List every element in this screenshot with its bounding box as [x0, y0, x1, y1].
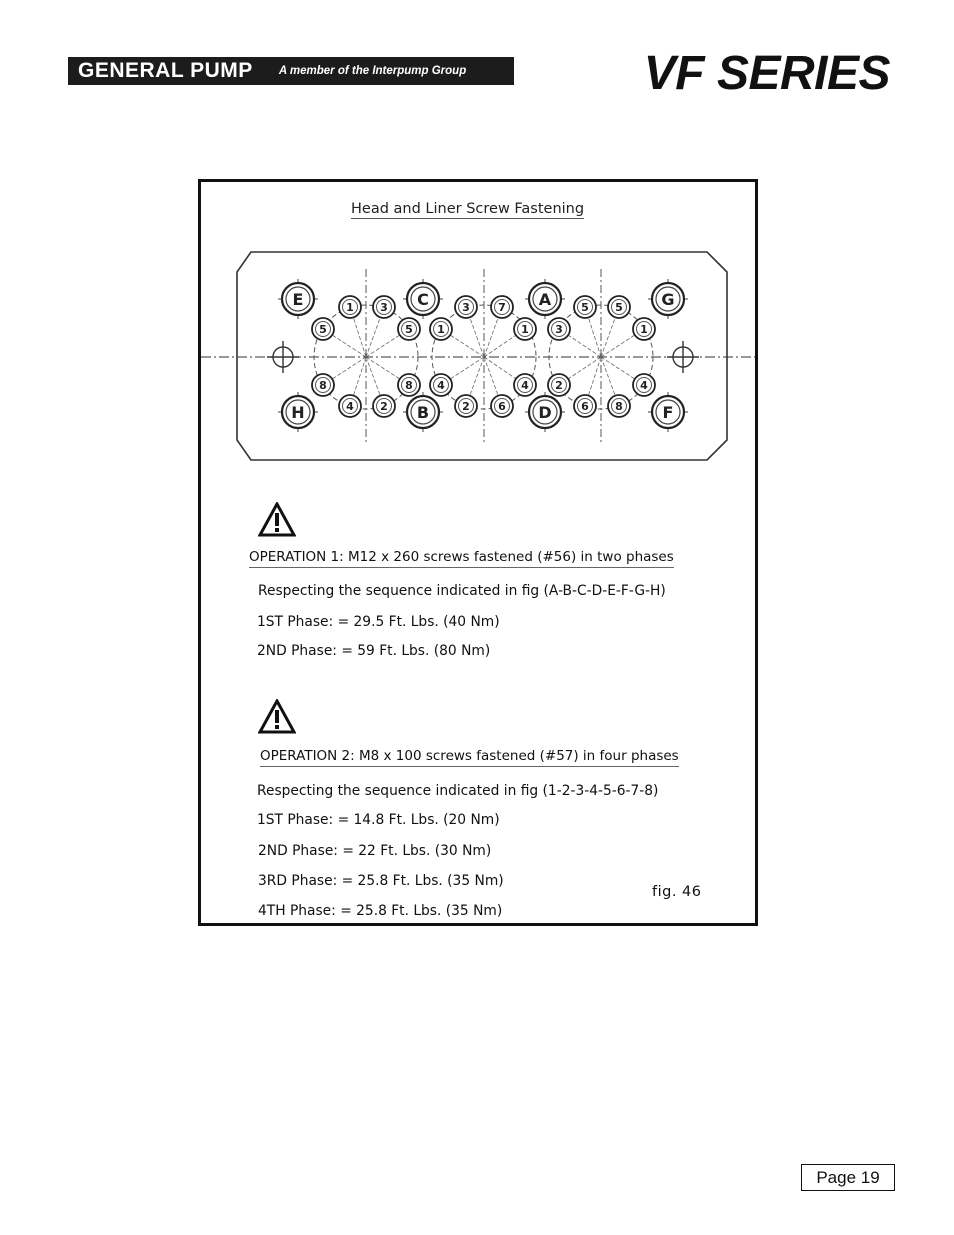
- figure-frame: [198, 179, 758, 926]
- liner-screw-label: 2: [380, 399, 388, 413]
- liner-screw-label: 4: [640, 378, 648, 392]
- brand-tagline: A member of the Interpump Group: [278, 65, 467, 77]
- liner-screw-label: 5: [615, 300, 623, 314]
- liner-screw-label: 4: [437, 378, 445, 392]
- screw-layout-diagram: [201, 244, 755, 464]
- operation-2-phase-4: 4TH Phase: = 25.8 Ft. Lbs. (35 Nm): [258, 903, 503, 919]
- main-screw-label: B: [416, 402, 430, 422]
- liner-screw-label: 2: [462, 399, 470, 413]
- operation-1-title: OPERATION 1: M12 x 260 screws fastened (#56) in two phases: [249, 549, 674, 568]
- warning-icon: [258, 502, 296, 538]
- liner-screw-label: 5: [405, 322, 413, 336]
- operation-1-phase-1: 1ST Phase: = 29.5 Ft. Lbs. (40 Nm): [257, 614, 500, 630]
- operation-2-phase-1: 1ST Phase: = 14.8 Ft. Lbs. (20 Nm): [257, 812, 500, 828]
- liner-screw-label: 3: [555, 322, 563, 336]
- operation-2-title: OPERATION 2: M8 x 100 screws fastened (#57) in four phases: [260, 748, 679, 767]
- main-screw-label: C: [417, 289, 429, 309]
- operation-2-sequence: Respecting the sequence indicated in fig (1-2-3-4-5-6-7-8): [257, 783, 659, 799]
- main-screw-label: F: [662, 402, 674, 422]
- main-screw-label: H: [291, 402, 305, 422]
- figure-number: fig. 46: [652, 884, 702, 900]
- liner-screw-label: 1: [521, 322, 529, 336]
- brand-name: GENERAL PUMP: [78, 59, 253, 82]
- liner-screw-label: 4: [346, 399, 354, 413]
- liner-screw-label: 8: [615, 399, 623, 413]
- operation-2-phase-3: 3RD Phase: = 25.8 Ft. Lbs. (35 Nm): [258, 873, 504, 889]
- main-screw-label: D: [538, 402, 552, 422]
- liner-screw-label: 1: [346, 300, 354, 314]
- liner-screw-label: 5: [319, 322, 327, 336]
- liner-screw-label: 6: [498, 399, 506, 413]
- page-number: Page 19: [801, 1164, 895, 1191]
- figure-heading: Head and Liner Screw Fastening: [351, 201, 585, 217]
- operation-1-phase-2: 2ND Phase: = 59 Ft. Lbs. (80 Nm): [257, 643, 491, 659]
- liner-screw-label: 2: [555, 378, 563, 392]
- liner-screw-label: 6: [581, 399, 589, 413]
- liner-screw-label: 7: [498, 300, 506, 314]
- liner-screw-label: 5: [581, 300, 589, 314]
- liner-screw-label: 3: [380, 300, 388, 314]
- main-screw-label: G: [661, 289, 675, 309]
- brand-bar: [68, 57, 514, 85]
- liner-screw-label: 8: [405, 378, 413, 392]
- liner-screw-label: 3: [462, 300, 470, 314]
- liner-screw-label: 1: [437, 322, 445, 336]
- operation-1-sequence: Respecting the sequence indicated in fig (A-B-C-D-E-F-G-H): [258, 583, 666, 599]
- series-title: VF SERIES: [643, 47, 890, 100]
- liner-screw-label: 4: [521, 378, 529, 392]
- liner-screw-label: 8: [319, 378, 327, 392]
- liner-screw-label: 1: [640, 322, 648, 336]
- main-screw-label: A: [538, 289, 552, 309]
- warning-icon: [258, 699, 296, 735]
- operation-2-phase-2: 2ND Phase: = 22 Ft. Lbs. (30 Nm): [258, 843, 492, 859]
- main-screw-label: E: [292, 289, 304, 309]
